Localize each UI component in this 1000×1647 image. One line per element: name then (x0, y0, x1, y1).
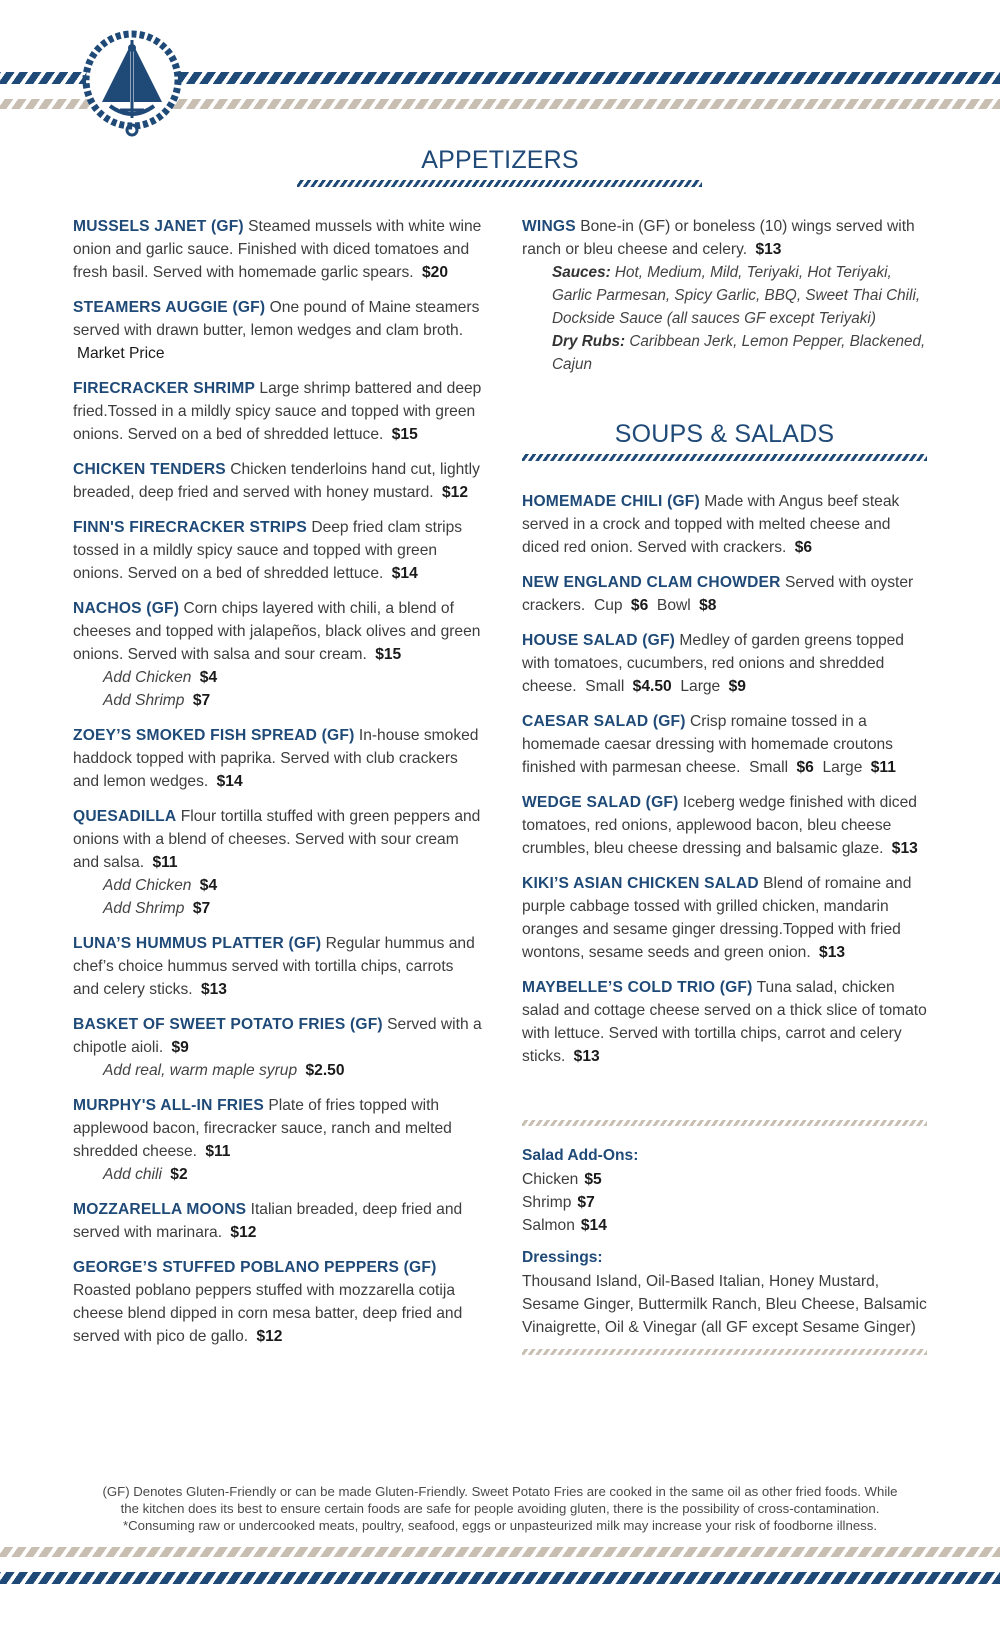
item-description: Blend of romaine and purple cabbage tossed with grilled chicken, mandarin oranges and sesame ginger dressing.Topped with fried wontons, sesame seeds and green onion. (522, 875, 912, 961)
menu-item (522, 571, 932, 617)
item-description: Made with Angus beef steak served in a crock and topped with melted cheese and diced red onion. Served with crackers. (522, 493, 900, 556)
soups-salads-divider (522, 454, 927, 461)
item-description: Served with a chipotle aioli. (73, 1016, 482, 1056)
menu-item (522, 629, 932, 698)
item-addon (73, 1163, 483, 1186)
salad-addons-title: Salad Add-Ons: (522, 1147, 639, 1164)
salad-addon-price: $7 (577, 1194, 595, 1211)
size-price: $9 (728, 678, 746, 695)
item-description: Iceberg wedge finished with diced tomatoes, red onions, applewood bacon, bleu cheese crumbles, bleu cheese dressing and balsamic glaze. (522, 794, 917, 857)
salad-addon-label: Chicken (522, 1171, 579, 1188)
menu-item (73, 1198, 483, 1244)
appetizers-title: APPETIZERS (421, 146, 579, 174)
addon-price: $7 (192, 692, 211, 709)
dressings-text: Thousand Island, Oil-Based Italian, Honey Mustard, Sesame Ginger, Buttermilk Ranch, Bleu Cheese, Balsamic Vinaigrette, Oil & Vinegar (all GF except Sesame Ginger) (522, 1273, 927, 1336)
item-addon (73, 897, 483, 920)
item-name: MAYBELLE’S COLD TRIO (GF) (522, 979, 753, 996)
menu-item (522, 872, 932, 964)
wings-sauces (522, 261, 932, 330)
item-name: QUESADILLA (73, 808, 177, 825)
wings-price: $13 (755, 241, 782, 258)
dressings-title: Dressings: (522, 1249, 603, 1266)
addon-label: Add Shrimp (103, 900, 185, 917)
item-price: $11 (152, 854, 178, 871)
item-description: Tuna salad, chicken salad and cottage cheese served on a thick slice of tomato with lettuce. Served with tortilla chips, carrot and celery sticks. (522, 979, 927, 1065)
item-name: STEAMERS AUGGIE (GF) (73, 299, 266, 316)
item-name: GEORGE’S STUFFED POBLANO PEPPERS (GF) (73, 1259, 437, 1276)
size-label: Bowl (656, 597, 691, 614)
salad-addon (522, 1214, 932, 1237)
menu-item (73, 724, 483, 793)
item-price: $14 (391, 565, 418, 582)
bottom-rope-navy (0, 1572, 1000, 1584)
menu-item (73, 1094, 483, 1186)
item-name: FIRECRACKER SHRIMP (73, 380, 256, 397)
addon-label: Add chili (103, 1166, 162, 1183)
addon-price: $7 (192, 900, 211, 917)
menu-item (73, 458, 483, 504)
item-name: HOUSE SALAD (GF) (522, 632, 676, 649)
sauces-text: Hot, Medium, Mild, Teriyaki, Hot Teriyaki, Garlic Parmesan, Spicy Garlic, BBQ, Sweet Thai Chili, Dockside Sauce (all sauces GF except Teriyaki) (552, 264, 921, 327)
dry-rubs-text: Caribbean Jerk, Lemon Pepper, Blackened, Cajun (552, 333, 926, 373)
item-name: LUNA’S HUMMUS PLATTER (GF) (73, 935, 322, 952)
appetizers-divider (297, 180, 702, 187)
salad-addon-price: $14 (580, 1217, 607, 1234)
addon-price: $2.50 (305, 1062, 345, 1079)
footer-gf-note: (GF) Denotes Gluten-Friendly or can be made Gluten-Friendly. Sweet Potato Fries are cooked in the same oil as other fried foods. While (102, 1484, 898, 1499)
menu-item (73, 1013, 483, 1082)
item-price: $14 (216, 773, 243, 790)
menu-item (73, 516, 483, 585)
item-description: Plate of fries topped with applewood bacon, firecracker sauce, ranch and melted shredded cheese. (73, 1097, 452, 1160)
addon-label: Add Shrimp (103, 692, 185, 709)
size-price: $11 (870, 759, 896, 776)
addon-label: Add Chicken (103, 877, 192, 894)
footer-consumption-warning: *Consuming raw or undercooked meats, poultry, seafood, eggs or unpasteurized milk may increase your risk of foodborne illness. (122, 1518, 878, 1533)
salad-addon-label: Salmon (522, 1217, 575, 1234)
menu-item (522, 710, 932, 779)
item-name: NACHOS (GF) (73, 600, 180, 617)
item-name: ZOEY’S SMOKED FISH SPREAD (GF) (73, 727, 355, 744)
item-description: Served with oyster crackers. (522, 574, 914, 614)
size-label: Small (585, 678, 625, 695)
salad-addon-label: Shrimp (522, 1194, 572, 1211)
menu-item (73, 597, 483, 712)
menu-item (73, 215, 483, 284)
addon-price: $4 (199, 877, 218, 894)
salad-addons-list (522, 1168, 932, 1237)
sailboat-anchor-rope-icon (80, 26, 184, 142)
item-price: $12 (256, 1328, 283, 1345)
addons-divider-top (522, 1120, 927, 1126)
footer-cross-contamination-note: the kitchen does its best to ensure certain foods are safe for people avoiding gluten, there is the possibility of cross-contamination. (120, 1501, 880, 1516)
size-price: $6 (630, 597, 649, 614)
size-price: $6 (796, 759, 814, 776)
item-description: Corn chips layered with chili, a blend of cheeses and topped with jalapeños, black olives and green onions. Served with salsa and sour cream. (73, 600, 481, 663)
item-addon (73, 666, 483, 689)
wings-dry-rubs (522, 330, 932, 376)
dry-rubs-label: Dry Rubs: (552, 333, 626, 350)
item-price: $15 (375, 646, 402, 663)
addon-label: Add Chicken (103, 669, 192, 686)
item-price: $20 (421, 264, 448, 281)
item-price: $12 (441, 484, 468, 501)
size-label: Large (822, 759, 863, 776)
wings-name: WINGS (522, 218, 576, 235)
item-description: Medley of garden greens topped with tomatoes, cucumbers, red onions and shredded cheese. (522, 632, 904, 695)
item-description: Regular hummus and chef’s choice hummus served with tortilla chips, carrots and celery sticks. (73, 935, 475, 998)
size-label: Small (749, 759, 789, 776)
item-price: $13 (573, 1048, 600, 1065)
bottom-rope-tan (0, 1547, 1000, 1557)
appetizers-list (73, 215, 483, 1360)
item-name: BASKET OF SWEET POTATO FRIES (GF) (73, 1016, 383, 1033)
item-description: One pound of Maine steamers served with drawn butter, lemon wedges and clam broth. (73, 299, 480, 339)
item-description: Large shrimp battered and deep fried.Tossed in a mildly spicy sauce and topped with green onions. Served on a bed of shredded lettuce. (73, 380, 482, 443)
item-name: KIKI’S ASIAN CHICKEN SALAD (522, 875, 759, 892)
item-name: NEW ENGLAND CLAM CHOWDER (522, 574, 781, 591)
sauces-label: Sauces: (552, 264, 611, 281)
item-description: Roasted poblano peppers stuffed with mozzarella cotija cheese blend dipped in corn mesa batter, deep fried and served with pico de gallo. (73, 1282, 463, 1345)
item-price: Market Price (77, 345, 165, 362)
item-description: In-house smoked haddock topped with paprika. Served with club crackers and lemon wedges. (73, 727, 479, 790)
item-description: Flour tortilla stuffed with green peppers and onions with a blend of cheeses. Served with sour cream and salsa. (73, 808, 481, 871)
item-name: CHICKEN TENDERS (73, 461, 226, 478)
menu-item (522, 490, 932, 559)
item-description: Steamed mussels with white wine onion and garlic sauce. Finished with diced tomatoes and fresh basil. Served with homemade garlic spears. (73, 218, 482, 281)
salad-addon (522, 1191, 932, 1214)
size-price: $8 (699, 597, 717, 614)
logo (80, 26, 184, 142)
menu-item (73, 805, 483, 920)
item-price: $15 (391, 426, 418, 443)
soups-salads-list (522, 490, 932, 1080)
item-price: $13 (891, 840, 918, 857)
menu-item (73, 1256, 483, 1348)
item-addon (73, 689, 483, 712)
size-label: Cup (593, 597, 623, 614)
item-name: MURPHY'S ALL-IN FRIES (73, 1097, 264, 1114)
salad-addon (522, 1168, 932, 1191)
item-name: HOMEMADE CHILI (GF) (522, 493, 700, 510)
item-name: FINN'S FIRECRACKER STRIPS (73, 519, 307, 536)
item-price: $11 (205, 1143, 231, 1160)
item-name: MUSSELS JANET (GF) (73, 218, 244, 235)
menu-item (73, 932, 483, 1001)
addon-price: $4 (199, 669, 218, 686)
size-label: Large (680, 678, 721, 695)
right-column (522, 215, 932, 388)
item-name: CAESAR SALAD (GF) (522, 713, 686, 730)
item-price: $12 (230, 1224, 257, 1241)
item-price: $9 (171, 1039, 189, 1056)
footer-notes (70, 1483, 930, 1534)
menu-item (522, 791, 932, 860)
item-addon (73, 874, 483, 897)
item-description: Deep fried clam strips tossed in a mildly spicy sauce and topped with green onions. Served on a bed of shredded lettuce. (73, 519, 463, 582)
salad-extras (522, 1144, 932, 1339)
salad-addon-price: $5 (584, 1171, 602, 1188)
item-description: Chicken tenderloins hand cut, lightly breaded, deep fried and served with honey mustard. (73, 461, 480, 501)
item-description: Italian breaded, deep fried and served with marinara. (73, 1201, 463, 1241)
item-addon (73, 1059, 483, 1082)
wings-desc: Bone-in (GF) or boneless (10) wings served with ranch or bleu cheese and celery. (522, 218, 915, 258)
addon-price: $2 (170, 1166, 188, 1183)
addon-label: Add real, warm maple syrup (103, 1062, 298, 1079)
wings-item (522, 215, 932, 376)
item-price: $13 (200, 981, 227, 998)
soups-salads-title: SOUPS & SALADS (614, 420, 835, 448)
size-price: $4.50 (632, 678, 672, 695)
item-name: MOZZARELLA MOONS (73, 1201, 247, 1218)
item-price: $13 (819, 944, 846, 961)
menu-item (522, 976, 932, 1068)
menu-item (73, 296, 483, 365)
item-name: WEDGE SALAD (GF) (522, 794, 679, 811)
item-description: Crisp romaine tossed in a homemade caesar dressing with homemade croutons finished with parmesan cheese. (522, 713, 893, 776)
item-price: $6 (794, 539, 813, 556)
addons-divider-bottom (522, 1349, 927, 1355)
menu-item (73, 377, 483, 446)
